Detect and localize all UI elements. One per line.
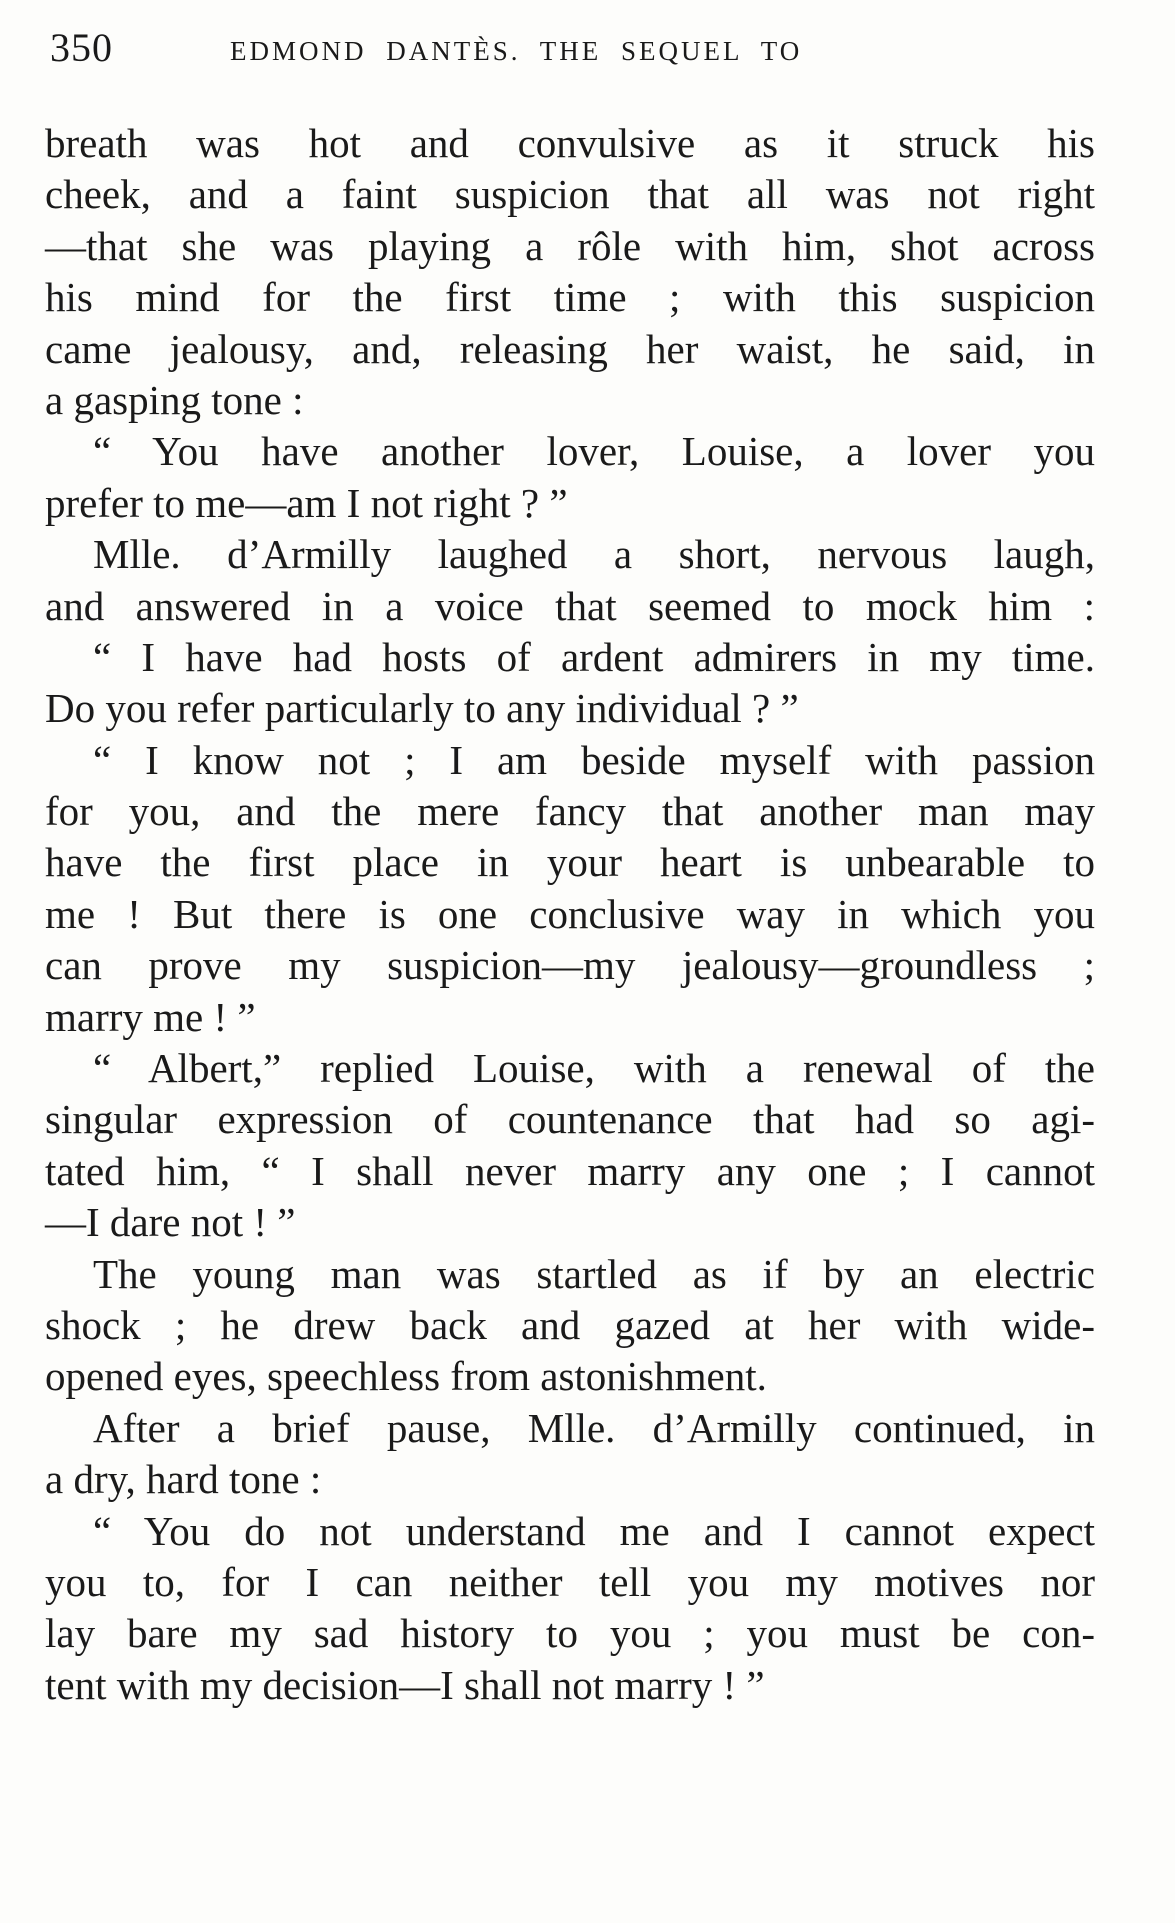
text-line: “ You have another lover, Louise, a lover you: [93, 428, 1095, 475]
text-line: After a brief pause, Mlle. d’Armilly continued, in: [93, 1404, 1095, 1451]
running-head: [50, 22, 1110, 82]
text-line: singular expression of countenance that had so agi-: [45, 1096, 1095, 1143]
text-line: lay bare my sad history to you ; you must be con-: [45, 1610, 1095, 1657]
text-line: Do you refer particularly to any individual ? ”: [45, 685, 799, 732]
text-line: Mlle. d’Armilly laughed a short, nervous laugh,: [93, 531, 1095, 578]
text-line: “ I know not ; I am beside myself with passion: [93, 736, 1095, 783]
running-title: EDMOND DANTÈS. THE SEQUEL TO: [230, 36, 803, 66]
text-line: for you, and the mere fancy that another man may: [45, 788, 1095, 835]
text-line: shock ; he drew back and gazed at her with wide-: [45, 1301, 1095, 1348]
body-text: [45, 118, 1095, 1711]
text-line: —that she was playing a rôle with him, shot across: [45, 222, 1095, 269]
text-line: opened eyes, speechless from astonishment.: [45, 1353, 767, 1400]
text-line: and answered in a voice that seemed to mock him :: [45, 582, 1095, 629]
text-line: his mind for the first time ; with this suspicion: [45, 274, 1095, 321]
page-number: 350: [50, 25, 113, 70]
text-line: “ I have had hosts of ardent admirers in my time.: [93, 633, 1095, 680]
text-line: “ You do not understand me and I cannot expect: [93, 1507, 1095, 1554]
text-line: a dry, hard tone :: [45, 1456, 322, 1503]
text-line: marry me ! ”: [45, 993, 256, 1040]
text-line: cheek, and a faint suspicion that all was not right: [45, 171, 1095, 218]
text-line: you to, for I can neither tell you my motives nor: [45, 1558, 1095, 1605]
text-line: have the first place in your heart is unbearable to: [45, 839, 1095, 886]
text-line: can prove my suspicion—my jealousy—groundless ;: [45, 942, 1095, 989]
text-line: The young man was startled as if by an electric: [93, 1250, 1095, 1297]
text-line: tent with my decision—I shall not marry ! ”: [45, 1661, 765, 1708]
text-line: came jealousy, and, releasing her waist, he said, in: [45, 325, 1095, 372]
text-line: breath was hot and convulsive as it struck his: [45, 120, 1095, 166]
text-line: me ! But there is one conclusive way in which you: [45, 890, 1095, 937]
text-line: prefer to me—am I not right ? ”: [45, 479, 568, 526]
text-line: tated him, “ I shall never marry any one ; I cannot: [45, 1147, 1095, 1194]
text-line: —I dare not ! ”: [45, 1199, 296, 1246]
text-line: “ Albert,” replied Louise, with a renewal of the: [93, 1045, 1095, 1092]
text-line: a gasping tone :: [45, 376, 304, 423]
